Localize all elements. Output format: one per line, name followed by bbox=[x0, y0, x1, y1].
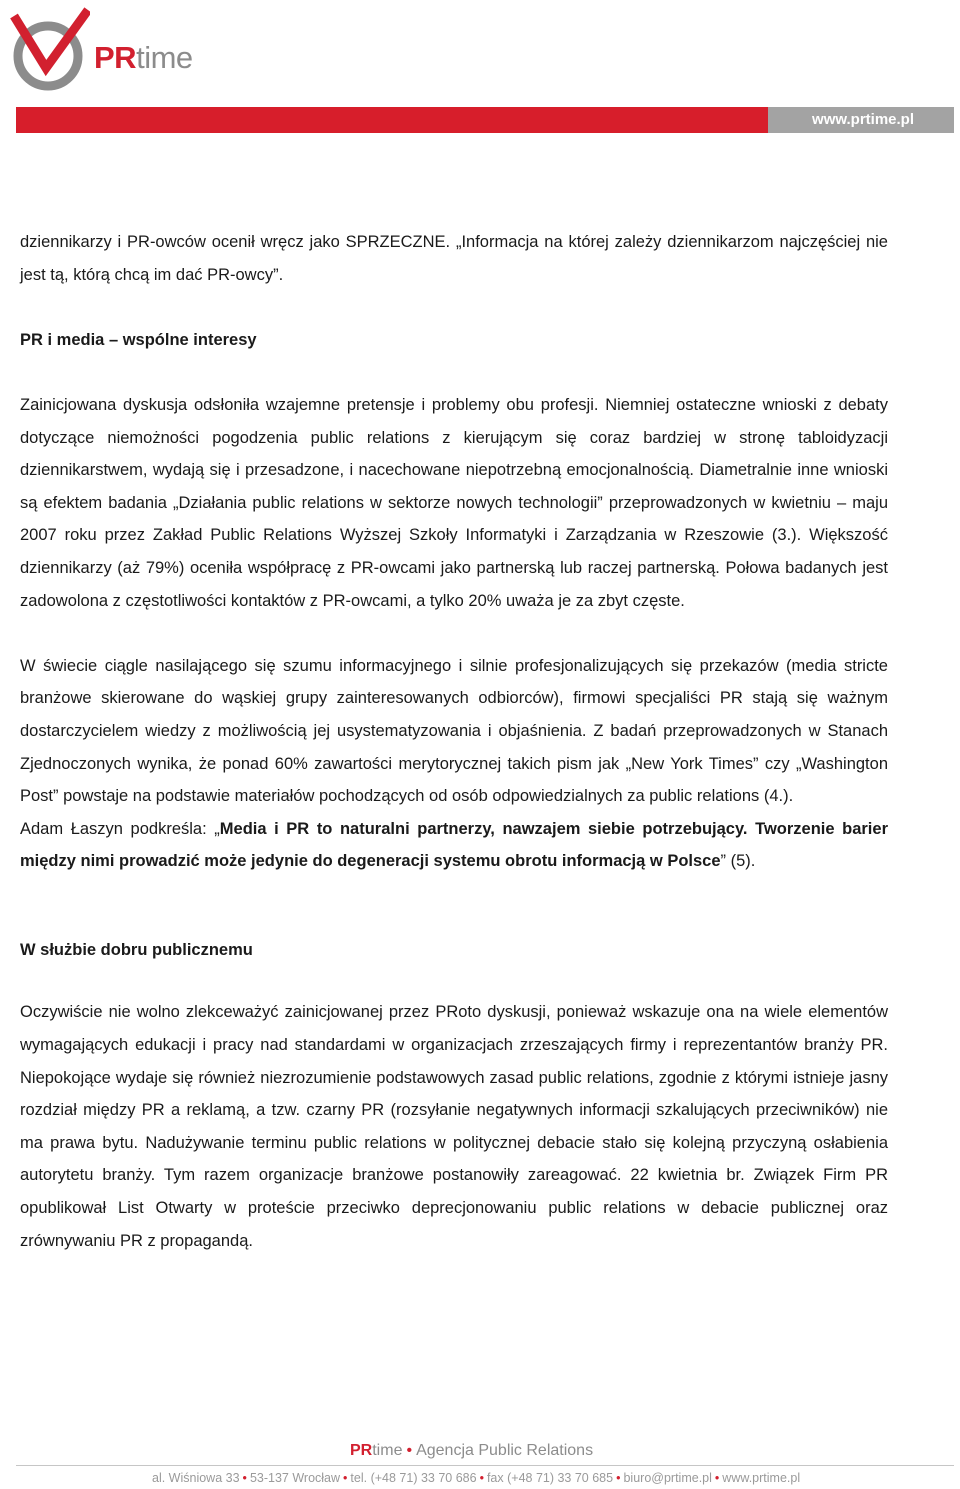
paragraph-4-quote bbox=[20, 813, 888, 878]
footer-email[interactable]: biuro@prtime.pl bbox=[623, 1471, 712, 1485]
footer-divider bbox=[16, 1465, 954, 1466]
logo-time: time bbox=[136, 40, 193, 75]
logo-pr: PR bbox=[94, 40, 137, 75]
footer-fax: fax (+48 71) 33 70 685 bbox=[486, 1471, 614, 1485]
document-body bbox=[20, 226, 888, 1257]
footer-tel: tel. (+48 71) 33 70 686 bbox=[350, 1471, 477, 1485]
prtime-logo bbox=[10, 6, 210, 94]
logo-wordmark bbox=[94, 42, 193, 73]
quote-end: ” (5). bbox=[720, 852, 756, 871]
footer-address: al. Wiśniowa 33 bbox=[152, 1471, 240, 1485]
footer-contact: al. Wiśniowa 33 • 53-137 Wrocław • tel. (+48 71) 33 70 686 • fax (+48 71) 33 70 685 • biuro@prtime.pl • www.prtime.pl bbox=[152, 1471, 801, 1485]
paragraph-1: dziennikarzy i PR-owców ocenił wręcz jako SPRZECZNE. „Informacja na której zależy dziennikarzom najczęściej nie jest tą, którą chcą im dać PR-owcy”. bbox=[20, 233, 888, 284]
paragraph-3: W świecie ciągle nasilającego się szumu informacyjnego i silnie profesjonalizujących się przekazów (media stricte branżowe skierowane do wąskiej grupy zainteresowanych odbiorców), firmowi specjaliści PR stają się ważnym dostarczycielem wiedzy z możliwością jej usystematyzowania i objaśnienia. Z badań przeprowadzonych w Stanach Zjednoczonych wynika, że ponad 60% zawartości merytorycznej takich pism jak „New York Times” czy „Washington Post” powstaje na podstawie materiałów pochodzących od osób odpowiedzialnych za public relations (4.). bbox=[20, 656, 888, 806]
logo-check-icon bbox=[10, 6, 90, 94]
header-website[interactable]: www.prtime.pl bbox=[768, 107, 954, 133]
footer-brand bbox=[350, 1440, 593, 1462]
footer-postal: 53-137 Wrocław bbox=[249, 1471, 341, 1485]
paragraph-2: Zainicjowana dyskusja odsłoniła wzajemne pretensje i problemy obu profesji. Niemniej ostateczne wnioski z debaty dotyczące niemożności pogodzenia public relations z kierującym się coraz bardziej w stronę tabloidyzacji dziennikarstwem, wydają się i przesadzone, i nacechowane niepotrzebną emocjonalnością. Diametralnie inne wnioski są efektem badania „Działania public relations w sektorze nowych technologii” przeprowadzonych w kwietniu – maju 2007 roku przez Zakład Public Relations Wyższej Szkoły Informatyki i Zarządzania w Rzeszowie (3.). Większość dziennikarzy (aż 79%) oceniła współpracę z PR-owcami jako partnerską lub raczej partnerską. Połowa badanych jest zadowolona z częstotliwości kontaktów z PR-owcami, a tylko 20% uważa je za zbyt częste. bbox=[20, 395, 888, 610]
header-red-bar bbox=[16, 107, 768, 133]
quote-intro: Adam Łaszyn podkreśla: „ bbox=[20, 819, 220, 838]
footer-brand-time: time bbox=[372, 1442, 403, 1459]
footer-bullet-icon: • bbox=[406, 1442, 413, 1459]
footer-web[interactable]: www.prtime.pl bbox=[722, 1471, 801, 1485]
footer-tagline: Agencja Public Relations bbox=[416, 1442, 594, 1459]
section-heading-public-good: W służbie dobru publicznemu bbox=[20, 940, 253, 959]
section-heading-pr-media: PR i media – wspólne interesy bbox=[20, 330, 257, 349]
quote-bold: Media i PR to naturalni partnerzy, nawzajem siebie potrzebujący. Tworzenie barier między nimi prowadzić może jedynie do degeneracji systemu obrotu informacją w Polsce bbox=[20, 819, 888, 871]
paragraph-5: Oczywiście nie wolno zlekceważyć zainicjowanej przez PRoto dyskusji, ponieważ wskazuje ona na wiele elementów wymagających edukacji i pracy nad standardami w organizacjach zrzeszających firmy i reprezentantów branży PR. Niepokojące wydaje się również niezrozumienie podstawowych zasad public relations, zgodnie z którymi istnieje jasny rozdział między PR a reklamą, a tzw. czarny PR (rozsyłanie negatywnych informacji szkalujących przeciwników) nie ma prawa bytu. Nadużywanie terminu public relations w politycznej debacie stało się kolejną przyczyną osłabienia autorytetu branży. Tym razem organizacje branżowe postanowiły zareagować. 22 kwietnia br. Związek Firm PR opublikował List Otwarty w proteście przeciwko deprecjonowaniu public relations w debacie publicznej oraz zrównywaniu PR z propagandą. bbox=[20, 1003, 888, 1250]
footer-brand-pr: PR bbox=[350, 1442, 373, 1459]
